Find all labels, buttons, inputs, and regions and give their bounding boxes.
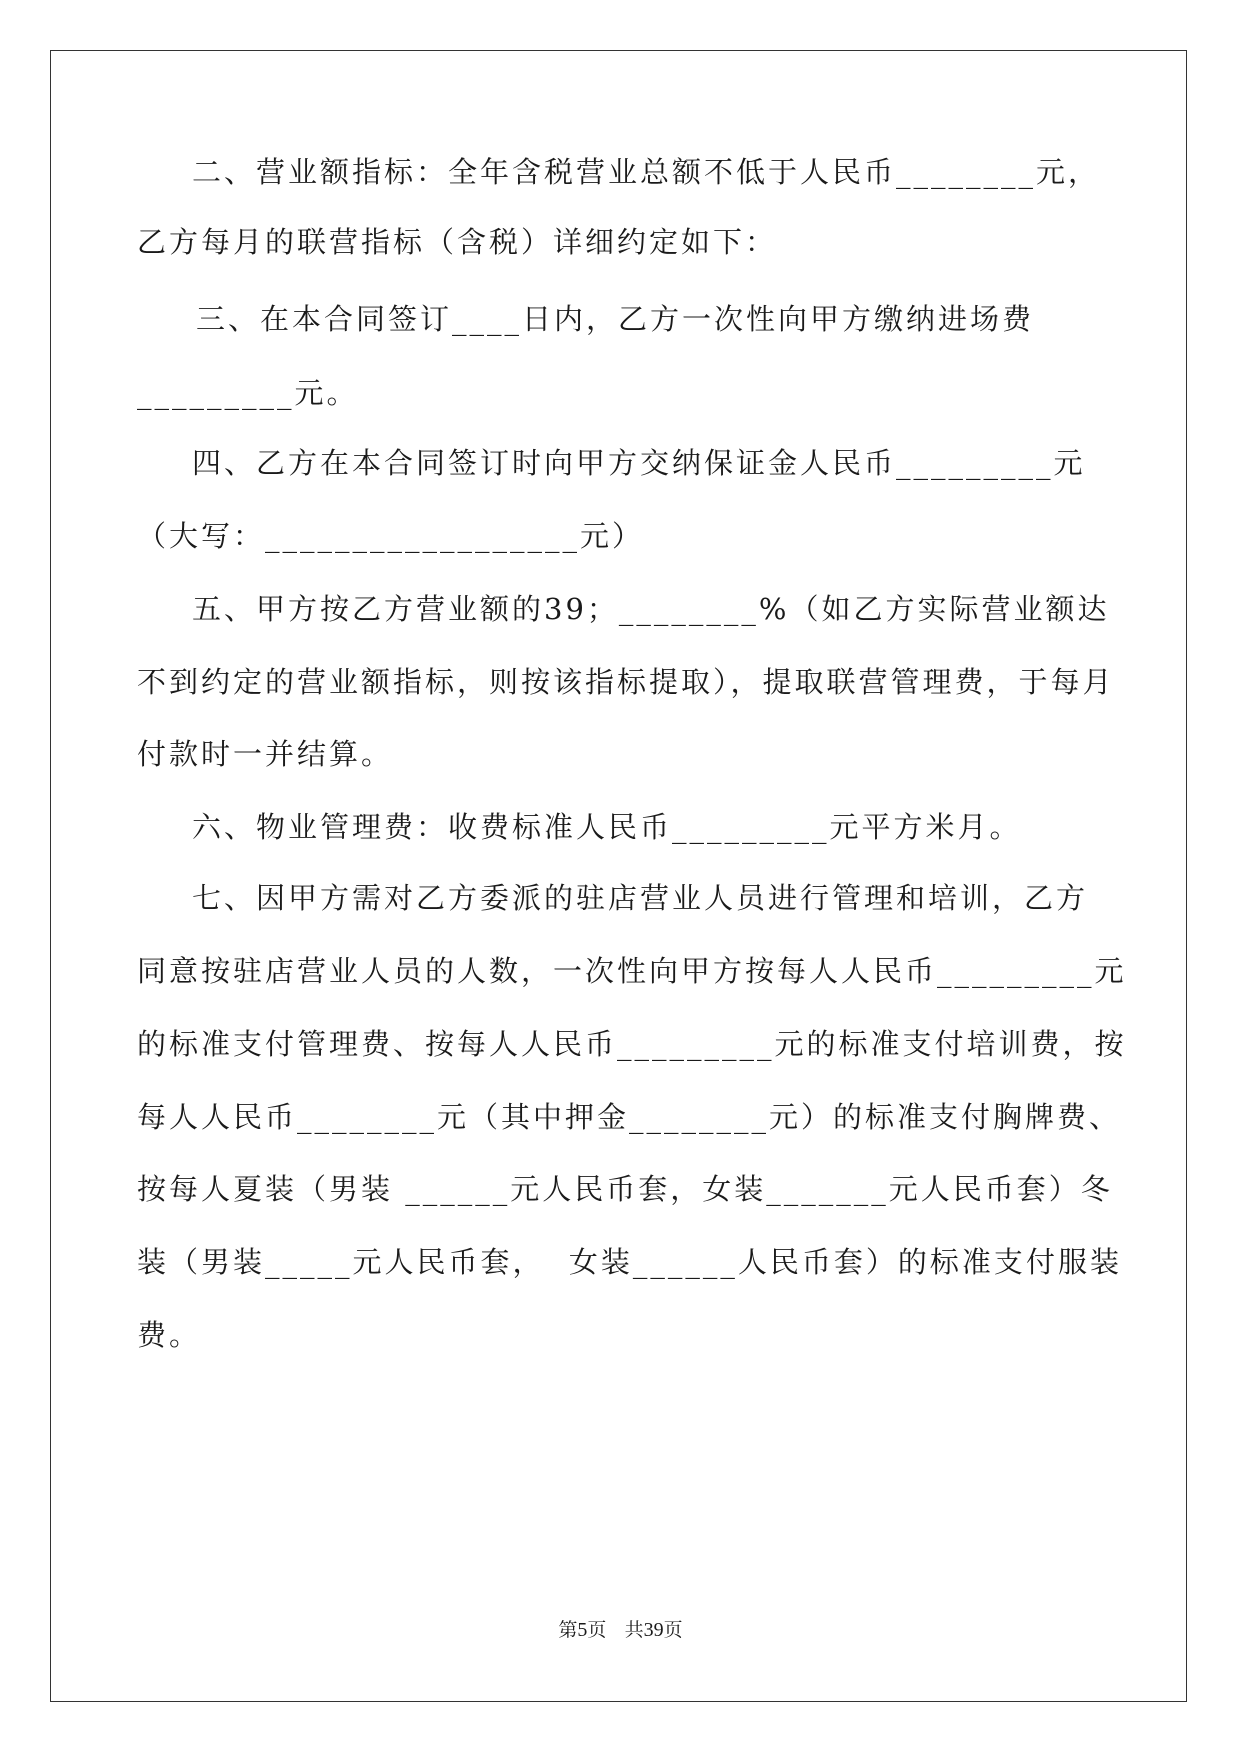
paragraph-line: （大写：__________________元）	[137, 519, 645, 553]
paragraph-line: 不到约定的营业额指标，则按该指标提取），提取联营管理费，于每月	[137, 665, 1115, 699]
paragraph-line: 二、营业额指标：全年含税营业总额不低于人民币________元，	[192, 155, 1101, 189]
paragraph-line: 五、甲方按乙方营业额的39；________%（如乙方实际营业额达	[192, 592, 1110, 626]
footer-total-prefix: 共	[624, 1619, 644, 1641]
paragraph-line: _________元。	[137, 376, 359, 410]
page-footer	[0, 1615, 1241, 1645]
footer-page-unit: 页	[587, 1619, 607, 1641]
current-page-number: 5	[577, 1619, 588, 1641]
paragraph-line: 的标准支付管理费、按每人人民币_________元的标准支付培训费，按	[137, 1027, 1127, 1061]
paragraph-line: 费。	[137, 1318, 202, 1352]
paragraph-line: 按每人夏装（男装 ______元人民币套，女装_______元人民币套）冬	[137, 1172, 1113, 1206]
paragraph-line: 乙方每月的联营指标（含税）详细约定如下：	[137, 225, 778, 259]
paragraph-line: 三、在本合同签订____日内，乙方一次性向甲方缴纳进场费	[196, 302, 1035, 336]
footer-prefix: 第	[558, 1619, 578, 1641]
paragraph-line: 六、物业管理费：收费标准人民币_________元平方米月。	[192, 810, 1022, 844]
paragraph-line: 装（男装_____元人民币套， 女装______人民币套）的标准支付服装	[137, 1245, 1122, 1279]
paragraph-line: 同意按驻店营业人员的人数，一次性向甲方按每人人民币_________元	[137, 954, 1127, 988]
footer-total-unit: 页	[663, 1619, 683, 1641]
total-page-count: 39	[643, 1619, 664, 1641]
paragraph-line: 付款时一并结算。	[137, 737, 394, 771]
paragraph-line: 每人人民币________元（其中押金________元）的标准支付胸牌费、	[137, 1100, 1122, 1134]
paragraph-line: 四、乙方在本合同签订时向甲方交纳保证金人民币_________元	[192, 446, 1086, 480]
paragraph-line: 七、因甲方需对乙方委派的驻店营业人员进行管理和培训，乙方	[192, 881, 1089, 915]
